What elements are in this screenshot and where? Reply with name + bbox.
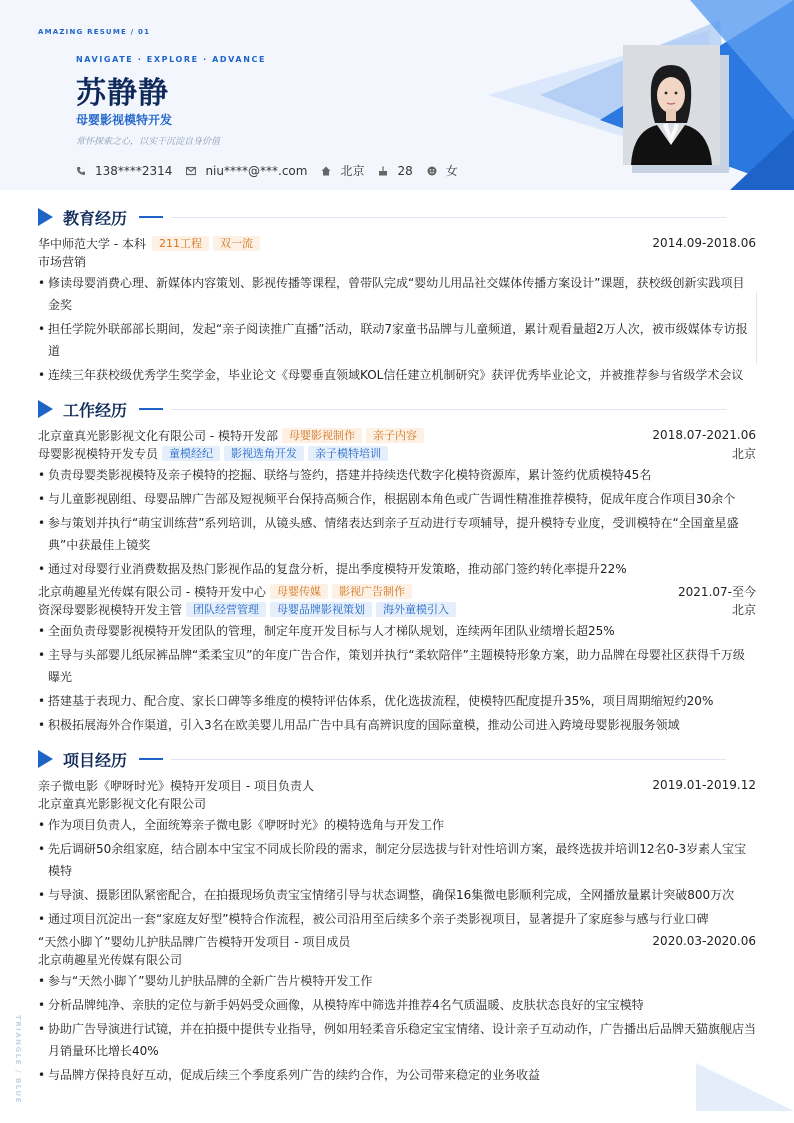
list-item: • 搭建基于表现力、配合度、家长口碑等多维度的模特评估体系，优化选拔流程，使模特匹配度提升35%，项目周期缩短约20%	[38, 690, 756, 712]
brand-label: AMAZING RESUME / 01	[38, 28, 151, 36]
company-tag: 影视广告制作	[332, 584, 412, 599]
section-triangle-icon	[38, 750, 53, 768]
list-item: • 先后调研50余组家庭，结合剧本中宝宝不同成长阶段的需求，制定分层选拔与针对性培训方案，最终选拔并培训12名0-3岁素人宝宝模特	[38, 838, 756, 882]
list-item: • 负责母婴类影视模特及亲子模特的挖掘、联络与签约，搭建并持续迭代数字化模特资源库，累计签约优质模特45名	[38, 464, 756, 486]
resume-body	[38, 200, 756, 1088]
list-item: • 参与策划并执行“萌宝训练营”系列培训，从镜头感、情绪表达到亲子互动进行专项辅导，提升模特专业度，受训模特在“全国童星盛典”中获最佳上镜奖	[38, 512, 756, 556]
education-bullets	[38, 272, 756, 386]
education-date: 2014.09-2018.06	[652, 236, 756, 250]
education-side-rule	[756, 292, 757, 364]
section-divider	[171, 409, 726, 410]
gender-item	[427, 162, 458, 179]
candidate-name: 苏静静	[76, 76, 169, 111]
major: 市场营销	[38, 254, 87, 269]
list-item: • 连续三年获校级优秀学生奖学金，毕业论文《母婴垂直领域KOL信任建立机制研究》获评优秀毕业论文，并被推荐参与省级学术会议	[38, 364, 756, 386]
list-item: • 与品牌方保持良好互动，促成后续三个季度系列广告的续约合作，为公司带来稳定的业务收益	[38, 1064, 756, 1086]
email-item	[186, 164, 307, 178]
project-name: 亲子微电影《咿呀时光》模特开发项目 - 项目负责人	[38, 778, 314, 793]
job-company-row	[38, 426, 756, 444]
footer-triangle-decoration	[696, 1063, 794, 1123]
section-title: 工作经历	[63, 400, 128, 420]
project-row	[38, 932, 756, 950]
job-date: 2018.07-2021.06	[652, 428, 756, 442]
school-tag: 双一流	[213, 236, 260, 251]
role-tag: 影视选角开发	[224, 446, 304, 461]
phone-value: 138****2314	[95, 163, 173, 178]
school-name: 华中师范大学 - 本科	[38, 236, 146, 251]
education-section-header	[38, 200, 756, 234]
job-role: 母婴影视模特开发专员	[38, 446, 159, 461]
phone-icon	[76, 166, 86, 176]
side-watermark: TRIANGLE / BLUE	[14, 1015, 22, 1104]
company-tag: 亲子内容	[366, 428, 424, 443]
section-accent-bar	[139, 758, 163, 760]
school-tag: 211工程	[152, 236, 209, 251]
project-org: 北京萌趣星光传媒有限公司	[38, 952, 183, 967]
project-org: 北京童真光影影视文化有限公司	[38, 796, 207, 811]
job-location: 北京	[731, 602, 756, 617]
list-item: • 担任学院外联部部长期间，发起“亲子阅读推广直播”活动，联动7家童书品牌与儿童频道，累计观看量超2万人次，被市级媒体专访报道	[38, 318, 756, 362]
job-location: 北京	[731, 446, 756, 461]
list-item: • 作为项目负责人，全面统筹亲子微电影《咿呀时光》的模特选角与开发工作	[38, 814, 756, 836]
age-value: 28	[397, 163, 413, 178]
user-icon	[427, 166, 437, 176]
job-role-row	[38, 600, 756, 618]
job-company-row	[38, 582, 756, 600]
city-item	[321, 162, 364, 179]
job-target: 母婴影视模特开发	[76, 113, 173, 127]
phone-item	[76, 164, 172, 178]
project-bullets	[38, 814, 756, 930]
job-bullets	[38, 620, 756, 736]
list-item: • 参与“天然小脚丫”婴幼儿护肤品牌的全新广告片模特开发工作	[38, 970, 756, 992]
work-section-header	[38, 392, 756, 426]
job-role: 资深母婴影视模特开发主管	[38, 602, 183, 617]
company-tag: 母婴影视制作	[282, 428, 362, 443]
list-item: • 分析品牌纯净、亲肤的定位与新手妈妈受众画像，从模特库中筛选并推荐4名气质温暖、皮肤状态良好的宝宝模特	[38, 994, 756, 1016]
list-item: • 全面负责母婴影视模特开发团队的管理，制定年度开发目标与人才梯队规划，连续两年团队业绩增长超25%	[38, 620, 756, 642]
resume-header	[0, 0, 794, 190]
age-item	[378, 164, 412, 178]
gender-value: 女	[445, 164, 458, 178]
project-bullets	[38, 970, 756, 1086]
profile-photo	[623, 45, 720, 165]
section-title: 项目经历	[63, 750, 128, 770]
list-item: • 修读母婴消费心理、新媒体内容策划、影视传播等课程，曾带队完成“婴幼儿用品社交媒体传播方案设计”课题，获校级创新实践项目金奖	[38, 272, 756, 316]
project-date: 2019.01-2019.12	[652, 778, 756, 792]
list-item: • 主导与头部婴儿纸尿裤品牌“柔柔宝贝”的年度广告合作，策划并执行“柔软陪伴”主题模特形象方案，助力品牌在母婴社区获得千万级曝光	[38, 644, 756, 688]
project-name: “天然小脚丫”婴幼儿护肤品牌广告模特开发项目 - 项目成员	[38, 934, 351, 949]
job-bullets	[38, 464, 756, 580]
section-divider	[171, 759, 726, 760]
section-triangle-icon	[38, 208, 53, 226]
role-tag: 团队经营管理	[186, 602, 266, 617]
section-triangle-icon	[38, 400, 53, 418]
project-org-row	[38, 794, 756, 812]
city-value: 北京	[340, 164, 365, 178]
list-item: • 通过对母婴行业消费数据及热门影视作品的复盘分析，提出季度模特开发策略，推动部门签约转化率提升22%	[38, 558, 756, 580]
role-tag: 海外童模引入	[376, 602, 456, 617]
tagline: NAVIGATE · EXPLORE · ADVANCE	[76, 55, 267, 64]
list-item: • 与导演、摄影团队紧密配合，在拍摄现场负责宝宝情绪引导与状态调整，确保16集微电影顺利完成，全网播放量累计突破800万次	[38, 884, 756, 906]
job-role-row	[38, 444, 756, 462]
section-divider	[171, 217, 726, 218]
portrait-image	[623, 45, 720, 165]
role-tag: 母婴品牌影视策划	[270, 602, 372, 617]
job-date: 2021.07-至今	[678, 584, 756, 599]
project-date: 2020.03-2020.06	[652, 934, 756, 948]
section-accent-bar	[139, 216, 163, 218]
motto: 常怀探索之心，以实干沉淀自身价值	[76, 137, 221, 147]
list-item: • 通过项目沉淀出一套“家庭友好型”模特合作流程，被公司沿用至后续多个亲子类影视项目，显著提升了家庭参与感与行业口碑	[38, 908, 756, 930]
list-item: • 与儿童影视剧组、母婴品牌广告部及短视频平台保持高频合作，根据剧本角色或广告调性精准推荐模特，促成年度合作项目30余个	[38, 488, 756, 510]
email-value: niu****@***.com	[205, 163, 308, 178]
section-accent-bar	[139, 408, 163, 410]
company-name: 北京萌趣星光传媒有限公司 - 模特开发中心	[38, 584, 266, 599]
company-tag: 母婴传媒	[270, 584, 328, 599]
role-tag: 童模经纪	[162, 446, 220, 461]
company-name: 北京童真光影影视文化有限公司 - 模特开发部	[38, 428, 278, 443]
role-tag: 亲子模特培训	[308, 446, 388, 461]
contact-bar	[76, 162, 472, 179]
mail-icon	[186, 166, 196, 176]
major-row	[38, 252, 756, 270]
education-row	[38, 234, 756, 252]
home-icon	[321, 166, 331, 176]
section-title: 教育经历	[63, 208, 128, 228]
list-item: • 协助广告导演进行试镜，并在拍摄中提供专业指导，例如用轻柔音乐稳定宝宝情绪、设计亲子互动动作，广告播出后品牌天猫旗舰店当月销量环比增长40%	[38, 1018, 756, 1062]
list-item: • 积极拓展海外合作渠道，引入3名在欧美婴儿用品广告中具有高辨识度的国际童模，推动公司进入跨境母婴影视服务领域	[38, 714, 756, 736]
project-section-header	[38, 742, 756, 776]
project-row	[38, 776, 756, 794]
cake-icon	[378, 166, 388, 176]
project-org-row	[38, 950, 756, 968]
